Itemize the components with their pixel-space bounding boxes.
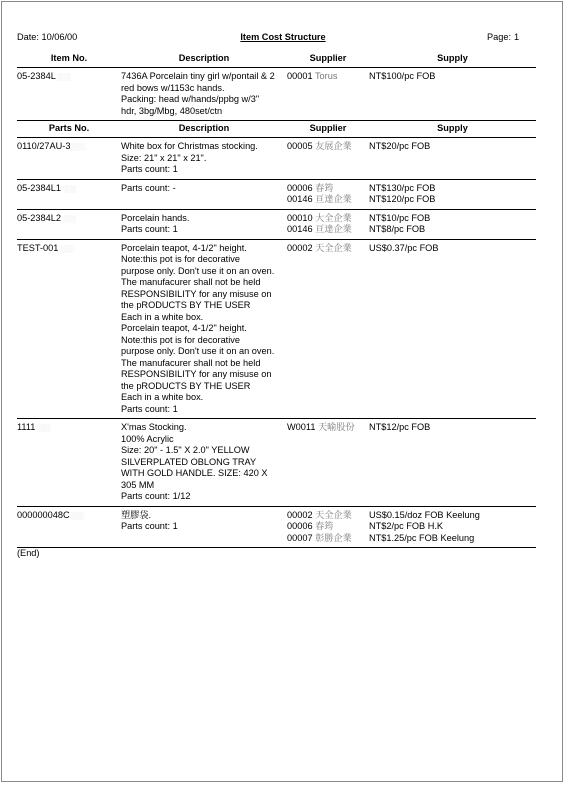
column-header-description: Description [121, 121, 287, 138]
cell-supplier [287, 239, 369, 419]
cell-no [17, 179, 121, 209]
description-line: SILVERPLATED OBLONG TRAY [121, 456, 257, 467]
supplier-name: 友展企業 [315, 141, 352, 151]
row-suffix: ░░░ [70, 512, 85, 520]
table-row [17, 138, 536, 180]
supplier-name: Torus [314, 71, 338, 81]
supplier-line [287, 183, 369, 195]
supply-price-line: NT$2/pc FOB H.K [369, 521, 444, 531]
cell-description [121, 239, 287, 419]
end-marker: (End) [17, 548, 40, 558]
parts-table [17, 121, 536, 548]
cell-supply [369, 506, 536, 548]
description-line: Size: 21" x 21" x 21". [121, 152, 207, 163]
supplier-name: 大全企業 [315, 212, 352, 223]
supplier-line [287, 533, 369, 545]
table-row [17, 419, 536, 507]
cell-no [17, 138, 121, 180]
page-indicator [487, 32, 519, 42]
supply-price-line: NT$8/pc FOB [369, 224, 426, 234]
supplier-name: 亘達企業 [315, 224, 352, 234]
supplier-line [287, 510, 369, 522]
description-line: Each in a white box. [121, 392, 204, 402]
table-row [17, 179, 536, 209]
description-line: The manufacurer shall not be held [121, 277, 261, 287]
cell-supply [369, 179, 536, 209]
cell-no [17, 419, 121, 507]
supplier-code: 00007 [287, 532, 313, 543]
supply-price-line: NT$10/pc FOB [369, 212, 431, 223]
row-suffix: ░░░ [61, 185, 76, 193]
description-line: the pRODUCTS BY THE USER [121, 300, 251, 310]
supplier-code: 00006 [287, 521, 313, 531]
description-line: 100% Acrylic [121, 433, 174, 444]
supplier-code: 00010 [287, 212, 313, 223]
item-table-header [17, 51, 536, 68]
description-line: Parts count: 1 [121, 403, 178, 414]
description-line: Each in a white box. [121, 311, 204, 322]
description-line: Note:this pot is for decorative [121, 254, 240, 264]
cell-supply [369, 419, 536, 507]
cell-no [17, 68, 121, 121]
row-suffix: ░░░ [59, 245, 73, 253]
description-line: hdr, 3bg/Mbg, 480set/ctn [121, 105, 223, 116]
cell-description [121, 179, 287, 209]
description-line: WITH GOLD HANDLE. SIZE: 420 X [121, 468, 268, 478]
description-line: RESPONSIBILITY for any misuse on [121, 288, 272, 299]
supplier-name: 天喻股份 [318, 422, 355, 432]
cell-supplier [287, 68, 369, 121]
table-row [17, 239, 536, 419]
supplier-name: 天全企業 [315, 509, 352, 520]
cell-supplier [287, 179, 369, 209]
description-line: RESPONSIBILITY for any misuse on [121, 369, 272, 379]
cell-description [121, 506, 287, 548]
table-row [17, 68, 536, 121]
supplier-name: 春筠 [315, 182, 334, 193]
part-number: 1111 [17, 422, 36, 432]
report-date: Date: 10/06/00 [17, 32, 78, 42]
description-line: 塑膠袋. [121, 509, 152, 520]
supplier-name: 天全企業 [315, 242, 352, 253]
column-header-supply: Supply [369, 51, 536, 68]
description-line: Parts count: 1/12 [121, 491, 191, 501]
cell-supplier [287, 138, 369, 180]
supply-price-line: US$0.15/doz FOB Keelung [369, 509, 480, 520]
cell-description [121, 419, 287, 507]
parts-table-header [17, 121, 536, 138]
supplier-code: 00006 [287, 182, 313, 193]
description-line: Parts count: 1 [121, 224, 178, 234]
cell-supplier [287, 419, 369, 507]
part-number: 05-2384L2 [17, 212, 61, 223]
part-number: 05-2384L1 [17, 182, 61, 193]
column-header-supplier: Supplier [287, 121, 369, 138]
table-row [17, 506, 536, 548]
description-line: Size: 20" - 1.5" X 2.0" YELLOW [121, 445, 250, 455]
supplier-name: 亘達企業 [315, 194, 352, 204]
supplier-code: 00005 [287, 141, 313, 151]
table-row [17, 209, 536, 239]
part-number: 000000048C [17, 509, 70, 520]
description-line: Parts count: 1 [121, 521, 178, 531]
cell-supply [369, 239, 536, 419]
cell-supply [369, 209, 536, 239]
supplier-code: W0011 [287, 422, 316, 432]
supplier-line [287, 141, 369, 153]
cell-no [17, 209, 121, 239]
cell-supplier [287, 506, 369, 548]
report-title: Item Cost Structure [240, 32, 326, 42]
supply-price-line: NT$12/pc FOB [369, 422, 431, 432]
description-line: 7436A Porcelain tiny girl w/pontail & 2 [121, 71, 275, 81]
cell-supply [369, 138, 536, 180]
supplier-line [287, 521, 369, 533]
cell-description [121, 138, 287, 180]
supplier-code: 00002 [287, 509, 313, 520]
supply-price-line: NT$1.25/pc FOB Keelung [369, 532, 475, 543]
supplier-code: 00001 [287, 71, 313, 81]
supplier-name: 春筠 [315, 521, 334, 531]
supply-price-line: US$0.37/pc FOB [369, 242, 439, 253]
description-line: purpose only. Don't use it on an oven. [121, 265, 275, 276]
row-suffix: ░░░ [36, 425, 50, 432]
description-line: purpose only. Don't use it on an oven. [121, 346, 275, 356]
part-number: TEST-001 [17, 242, 59, 253]
cell-no [17, 239, 121, 419]
row-suffix: ░░░ [71, 144, 85, 151]
row-suffix: ░░░ [61, 215, 76, 223]
description-line: 305 MM [121, 479, 155, 490]
page-label: Page: [487, 32, 512, 42]
row-suffix: ░░░ [56, 74, 71, 81]
description-line: Packing: head w/hands/ppbg w/3" [121, 94, 260, 104]
supplier-line [287, 71, 369, 83]
description-line: Porcelain teapot, 4-1/2" height. [121, 323, 247, 333]
description-line: the pRODUCTS BY THE USER [121, 380, 251, 391]
supply-price-line: NT$130/pc FOB [369, 182, 436, 193]
supplier-line [287, 422, 369, 434]
supplier-line [287, 194, 369, 206]
item-table [17, 51, 536, 121]
supply-price-line: NT$20/pc FOB [369, 141, 431, 151]
cell-supplier [287, 209, 369, 239]
column-header-supply: Supply [369, 121, 536, 138]
description-line: red bows w/1153c hands. [121, 82, 225, 93]
supplier-name: 彰勝企業 [315, 532, 352, 543]
cell-supply [369, 68, 536, 121]
description-line: X'mas Stocking. [121, 422, 187, 432]
cell-no [17, 506, 121, 548]
supply-price-line: NT$120/pc FOB [369, 194, 436, 204]
column-header-item-no: Item No. [17, 51, 121, 68]
description-line: White box for Christmas stocking. [121, 141, 258, 151]
column-header-parts-no: Parts No. [17, 121, 121, 138]
description-line: Note:this pot is for decorative [121, 334, 240, 345]
cell-description [121, 68, 287, 121]
description-line: The manufacurer shall not be held [121, 357, 261, 368]
description-line: Parts count: - [121, 182, 176, 193]
page-number: 1 [514, 32, 520, 42]
supplier-line [287, 213, 369, 225]
supply-price-line: NT$100/pc FOB [369, 71, 436, 81]
part-number: 0110/27AU-3 [17, 141, 71, 151]
part-number: 05-2384L [17, 71, 56, 81]
description-line: Porcelain teapot, 4-1/2" height. [121, 242, 247, 253]
supplier-code: 00002 [287, 242, 313, 253]
supplier-line [287, 224, 369, 236]
description-line: Porcelain hands. [121, 212, 190, 223]
supplier-code: 00146 [287, 224, 313, 234]
description-line: Parts count: 1 [121, 164, 178, 174]
column-header-supplier: Supplier [287, 51, 369, 68]
supplier-code: 00146 [287, 194, 313, 204]
supplier-line [287, 243, 369, 255]
cell-description [121, 209, 287, 239]
column-header-description: Description [121, 51, 287, 68]
